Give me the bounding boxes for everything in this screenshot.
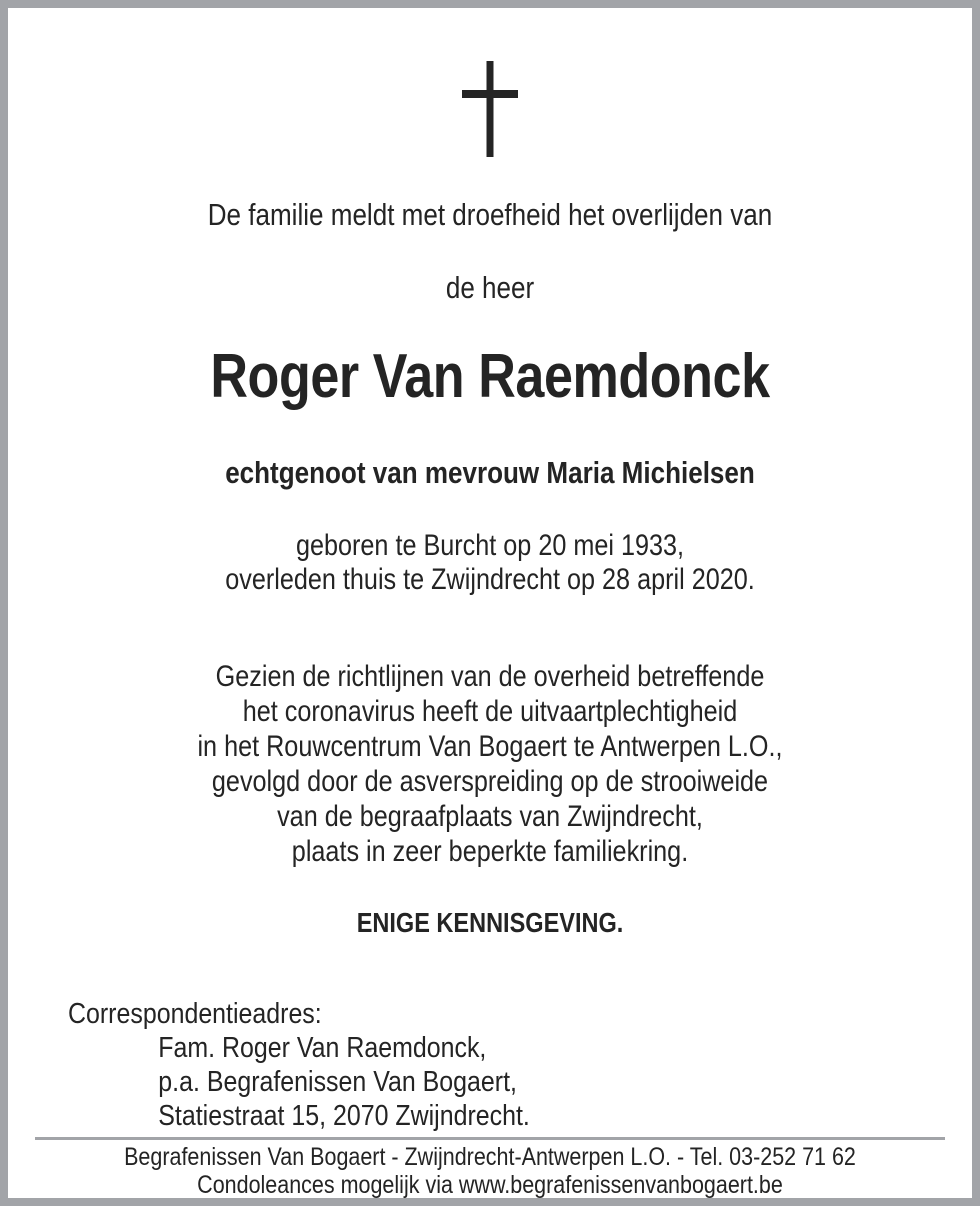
death-date-line: overleden thuis te Zwijndrecht op 28 april 2020. (225, 563, 755, 596)
funeral-announcement (92, 659, 888, 869)
spouse-line: echtgenoot van mevrouw Maria Michielsen (225, 455, 755, 490)
life-dates (92, 529, 888, 597)
correspondence-address-block (68, 997, 839, 1133)
announcement-line-2: het coronavirus heeft de uitvaartplechtigheid (242, 695, 738, 728)
announcement-line-3: in het Rouwcentrum Van Bogaert te Antwerpen L.O., (197, 730, 783, 763)
funeral-home-footer (82, 1143, 897, 1199)
cross-horizontal-bar (462, 90, 518, 98)
correspondence-line-1: Fam. Roger Van Raemdonck, (158, 1032, 487, 1064)
announcement-line-4: gevolgd door de asverspreiding op de strooiweide (211, 765, 769, 798)
footer-divider (35, 1137, 945, 1140)
announcement-line-6: plaats in zeer beperkte familiekring. (291, 835, 689, 868)
deceased-name: Roger Van Raemdonck (210, 342, 770, 411)
intro-line: De familie meldt met droefheid het overlijden van (207, 197, 773, 232)
notice-sheet (8, 8, 972, 1198)
cross-vertical-bar (487, 61, 494, 157)
honorific-line: de heer (445, 270, 535, 305)
correspondence-line-3: Statiestraat 15, 2070 Zwijndrecht. (158, 1100, 530, 1132)
single-notice-statement: ENIGE KENNISGEVING. (356, 907, 624, 938)
latin-cross-icon (8, 61, 972, 161)
footer-condolences-line: Condoleances mogelijk via www.begrafenissenvanbogaert.be (197, 1171, 783, 1199)
announcement-line-1: Gezien de richtlijnen van de overheid betreffende (215, 660, 765, 693)
footer-contact-line: Begrafenissen Van Bogaert - Zwijndrecht-Antwerpen L.O. - Tel. 03-252 71 62 (124, 1143, 856, 1171)
announcement-line-5: van de begraafplaats van Zwijndrecht, (277, 800, 703, 833)
correspondence-line-2: p.a. Begrafenissen Van Bogaert, (158, 1066, 517, 1098)
birth-date-line: geboren te Burcht op 20 mei 1933, (295, 529, 685, 562)
correspondence-label: Correspondentieadres: (68, 998, 322, 1030)
